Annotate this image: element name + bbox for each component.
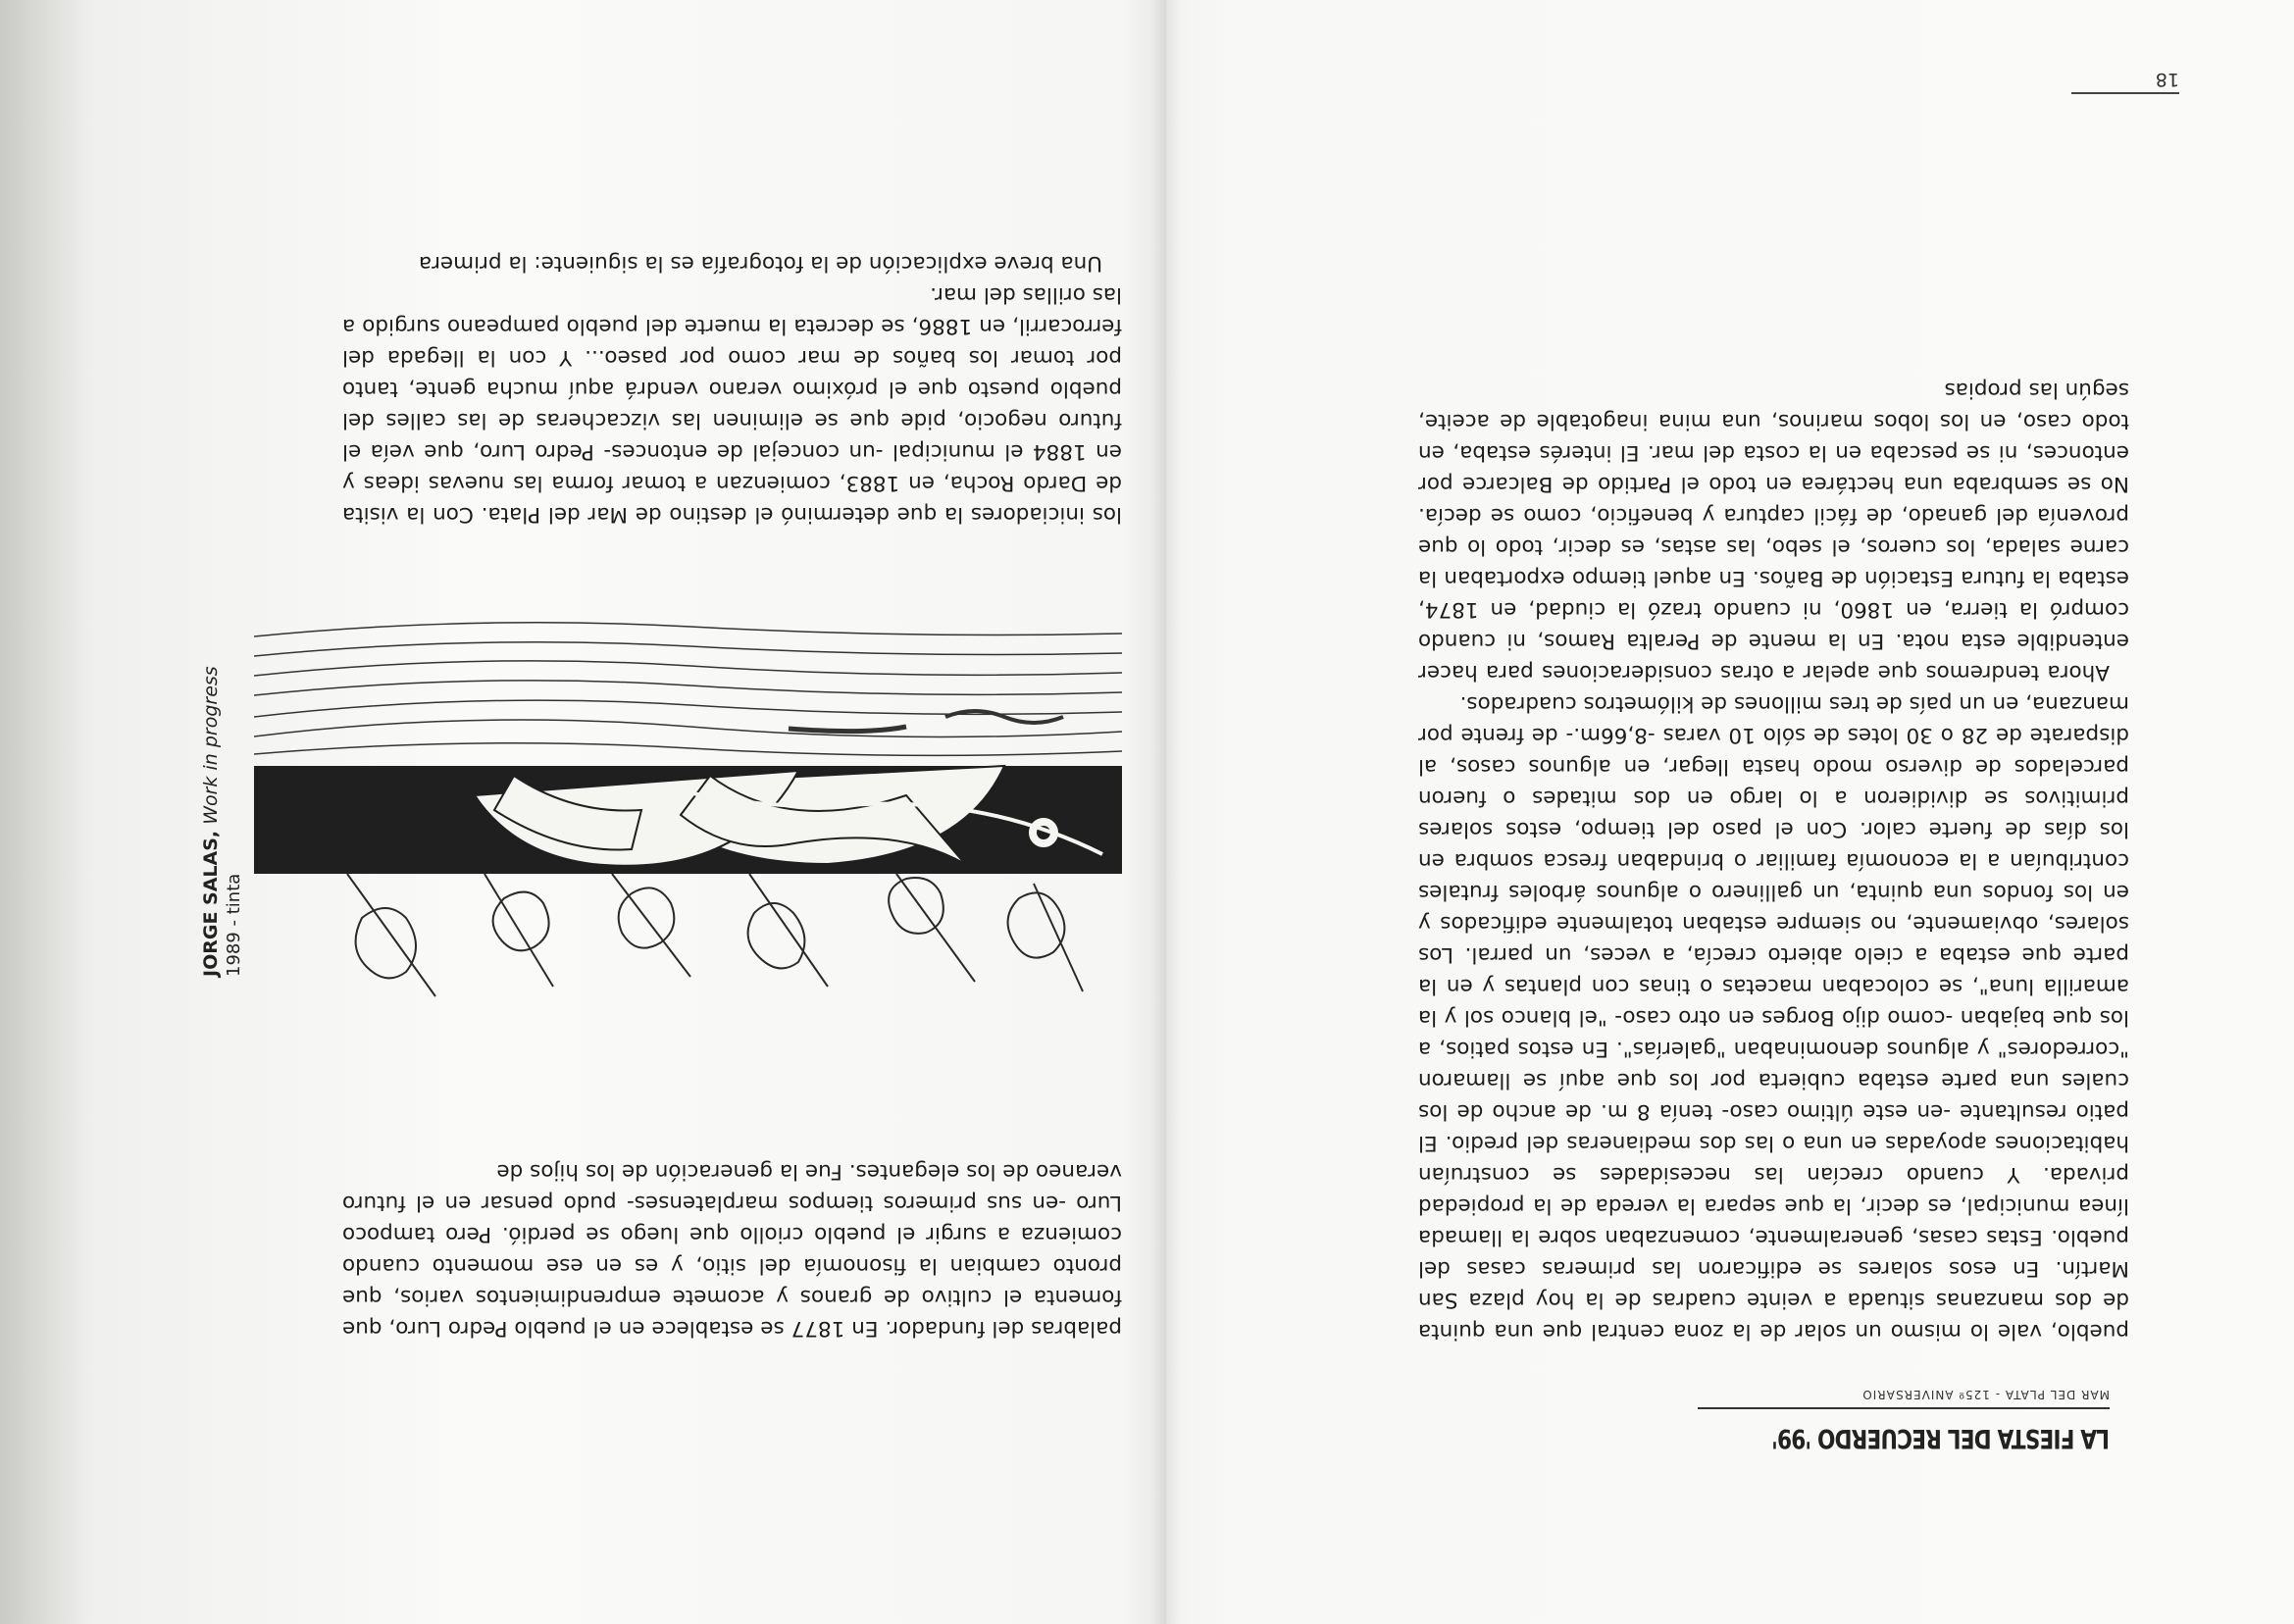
caption-details: 1989 - tinta: [224, 873, 244, 977]
paragraph: pueblo, vale lo mismo un solar de la zona central que una quinta de dos manzanas situada a veinte cuadras de la hoy plaza San Martín. En esos solares se edificaron las primeras casas del pueblo. Estas casas, generalmente, comenzaban sobre la llamada línea municipal, es decir, la que separa la vereda de la propiedad privada. Y cuando crecían las necesidades se construían habitaciones apoyadas en una o las dos medianeras del predio. El patio resultante -en este último caso- tenía 8 m. de ancho de los cuales una parte estaba cubierta por los que aquí se llamaron "corredores" y algunos denominaban "galerías". En estos patios, a los que bajaban -como dijo Borges en otro caso- "el blanco sol y la amarilla luna", se colocaban macetas o tinas con plantas y en la parte que estaba a cielo abierto crecía, a veces, un parral. Los solares, obviamente, no siempre estaban totalmente edificados y en los fondos una quinta, un gallinero o algunos árboles frutales contribuían a la economía familiar o brindaban fresca sombra en los días de fuerte calor. Con el paso del tiempo, estos solares primitivos se dividieron a lo largo en dos mitades o fueron parcelados de diverso modo hasta llegar, en algunos casos, al disparate de 28 o 30 lotes de sólo 10 varas -8,66m.- de frente por manzana, en un país de tres millones de kilómetros cuadrados.: [1418, 691, 2129, 1344]
page-number-block: [2071, 69, 2179, 94]
paragraph: Una breve explicación de la fotografía es la siguiente: la primera: [418, 251, 1102, 276]
figure-head: [1008, 892, 1065, 957]
right-page-body-bottom: [342, 247, 1122, 530]
left-page: [1166, 0, 2294, 1624]
paragraph: palabras del fundador. En 1877 se establece en el pueblo Pedro Luro, que fomenta el cultivo de granos y acomete emprendimientos varios, que pronto cambian la fisonomía del sitio, y es en ese momento cuando comienza a surgir el pueblo criollo que luego se perdió. Pero tampoco Luro -en sus primeros tiempos marplatenses- pudo pensar en el futuro veraneo de los elegantes. Fue la generación de los hijos de: [342, 1159, 1122, 1341]
publication-title: LA FIESTA DEL RECUERDO '99': [1771, 1423, 2110, 1453]
right-page-body-top: [342, 1155, 1122, 1344]
hatched-lower-field: [254, 623, 1122, 756]
left-page-body: [1418, 374, 2129, 1346]
caption-artist: JORGE SALAS,: [200, 830, 222, 977]
illustration-caption: [199, 604, 244, 977]
figure-head: [356, 908, 416, 978]
header-rule: [1698, 1407, 2110, 1409]
page-number-rule: [2071, 92, 2179, 94]
paragraph: los iniciadores la que determinó el destino de Mar del Plata. Con la visita de Dardo Rocha, en 1883, comienzan a tomar forma las nuevas ideas y en 1884 el municipal -un concejal de entonces- Pedro Luro, que veía el futuro negocio, pide que se eliminen las vizcacheras de las calles del pueblo puesto que el próximo verano vendrá aquí mucha gente, tanto por tomar los baños de mar como por paseo... Y con la llegada del ferrocarril, en 1886, se decreta la muerte del pueblo pampeano surgido a las orillas del mar.: [342, 282, 1122, 527]
paragraph: Ahora tendremos que apelar a otras consideraciones para hacer entendible esta nota. En la mente de Peralta Ramos, ni cuando compró la tierra, en 1860, ni cuando trazó la ciudad, en 1874, estaba la futura Estación de Baños. En aquel tiempo exportaban la carne salada, los cueros, el sebo, las astas, es decir, todo lo que provenía del ganado, de fácil captura y beneficio, como se decía. No se sembraba una hectárea en todo el Partido de Balcarce por entonces, ni se pescaba en la costa del mar. El interés estaba, en todo caso, en los lobos marinos, una mina inagotable de aceite, según las propias: [1418, 378, 2129, 685]
book-gutter: [1151, 0, 1181, 1624]
caption-text-block: [199, 604, 246, 977]
page-number: 18: [2155, 69, 2179, 90]
figure-lines: [347, 874, 1083, 996]
ink-illustration: [254, 619, 1122, 1011]
figures-row: [347, 874, 1083, 996]
publication-subtitle: MAR DEL PLATA - 125º ANIVERSARIO: [1861, 1388, 2110, 1401]
page-header: [1747, 1388, 2110, 1453]
figure-head: [889, 878, 943, 934]
caption-title: Work in progress: [200, 666, 222, 825]
